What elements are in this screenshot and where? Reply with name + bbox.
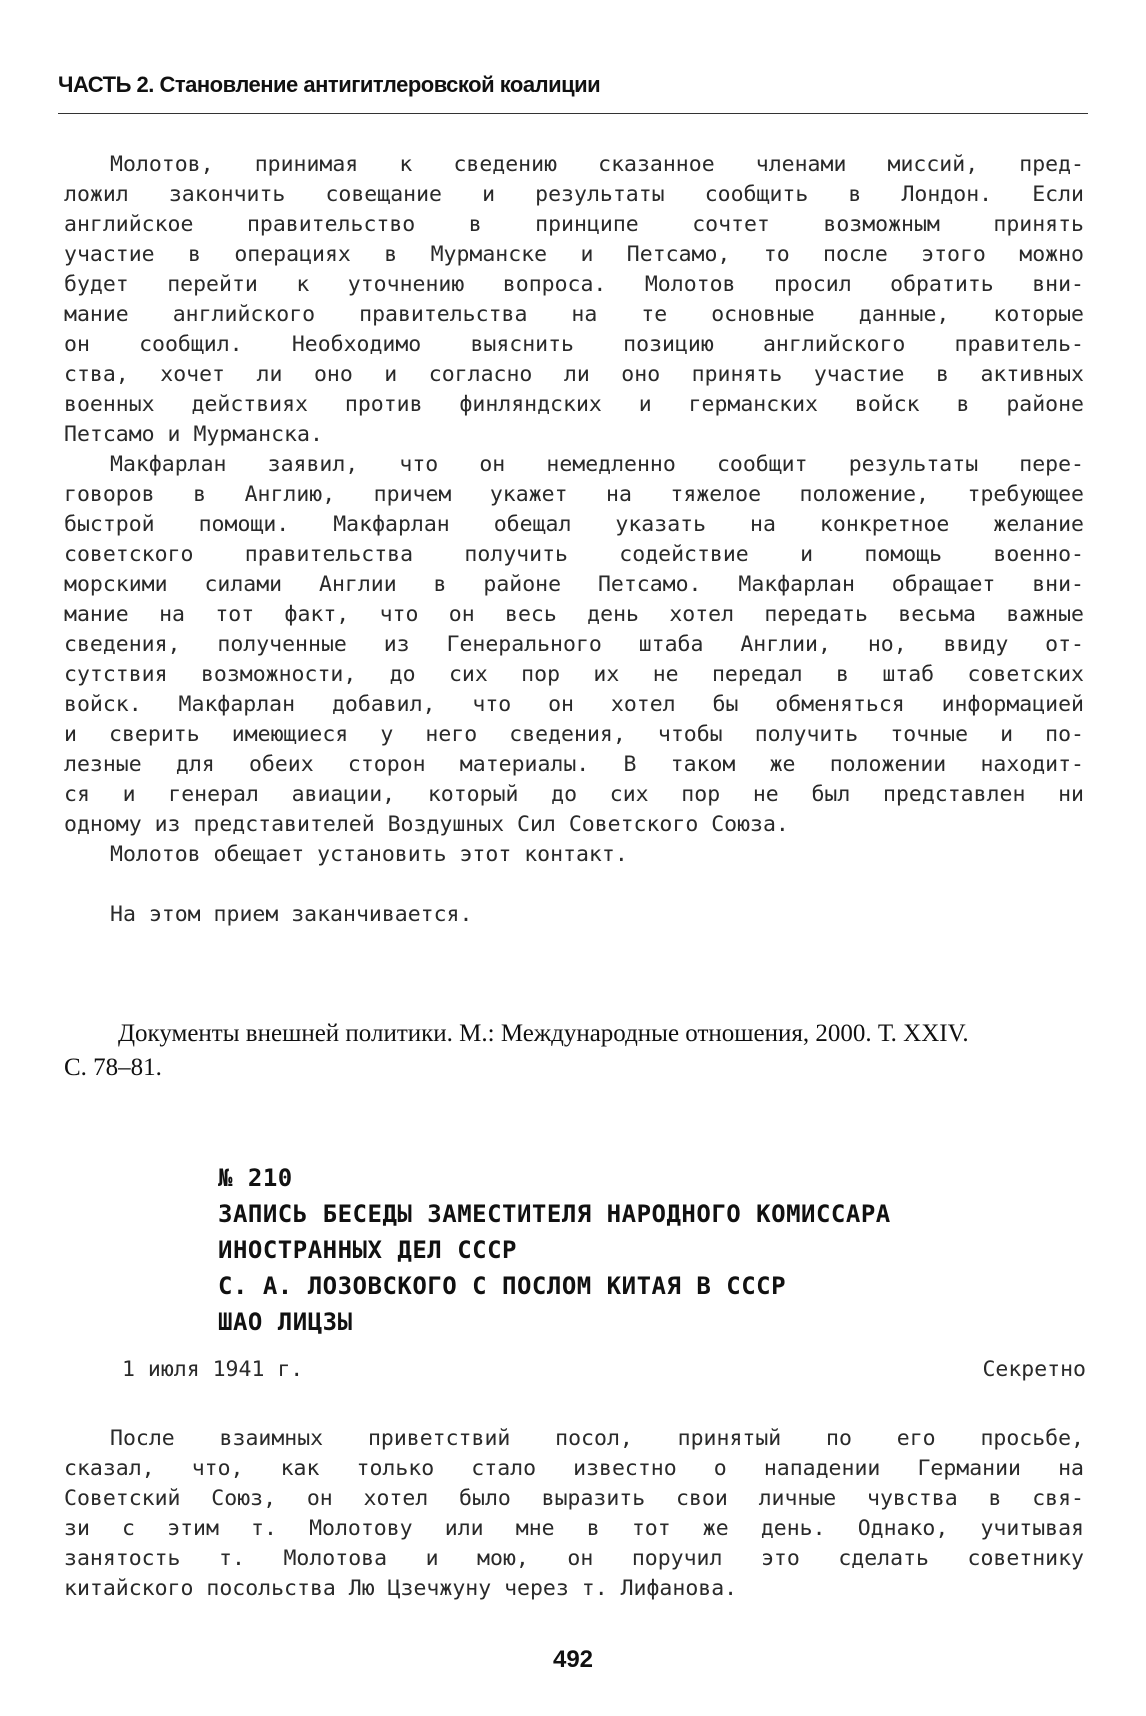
- text-line: ства, хочет ли оно и согласно ли оно принять участие в активных: [64, 362, 1084, 387]
- text-line: одному из представителей Воздушных Сил Советского Союза.: [64, 812, 789, 837]
- text-line: На этом прием заканчивается.: [110, 902, 473, 927]
- title-line: ЗАПИСЬ БЕСЕДЫ ЗАМЕСТИТЕЛЯ НАРОДНОГО КОМИССАРА: [218, 1200, 891, 1228]
- text-line: сказал, что, как только стало известно о нападении Германии на: [64, 1456, 1084, 1481]
- document-number: № 210: [218, 1164, 293, 1192]
- text-line: войск. Макфарлан добавил, что он хотел бы обменяться информацией: [64, 692, 1084, 717]
- text-line: быстрой помощи. Макфарлан обещал указать на конкретное желание: [64, 512, 1084, 537]
- section1-text: [64, 150, 1084, 930]
- text-line: морскими силами Англии в районе Петсамо. Макфарлан обращает вни-: [64, 572, 1084, 597]
- text-line: ложил закончить совещание и результаты сообщить в Лондон. Если: [64, 182, 1084, 207]
- text-line: китайского посольства Лю Цзечжуну через т. Лифанова.: [64, 1576, 738, 1601]
- text-line: военных действиях против финляндских и германских войск в районе: [64, 392, 1084, 417]
- text-line: будет перейти к уточнению вопроса. Молотов просил обратить вни-: [64, 272, 1084, 297]
- title-line: С. А. ЛОЗОВСКОГО С ПОСЛОМ КИТАЯ В СССР: [218, 1272, 787, 1300]
- text-line: советского правительства получить содействие и помощь военно-: [64, 542, 1084, 567]
- document-text: [64, 1424, 1084, 1604]
- text-line: Молотов обещает установить этот контакт.: [110, 842, 628, 867]
- paragraph: [64, 450, 1084, 480]
- document-date: 1 июля 1941 г.: [122, 1357, 304, 1382]
- title-line: ИНОСТРАННЫХ ДЕЛ СССР: [218, 1236, 517, 1264]
- text-line: После взаимных приветствий посол, принятый по его просьбе,: [110, 1426, 1084, 1451]
- paragraph: [64, 1424, 1084, 1454]
- text-line: английское правительство в принципе сочтет возможным принять: [64, 212, 1084, 237]
- text-line: и сверить имеющиеся у него сведения, чтобы получить точные и по-: [64, 722, 1084, 747]
- paragraph: [64, 150, 1084, 180]
- page-number: 492: [552, 1646, 594, 1673]
- text-line: мание английского правительства на те основные данные, которые: [64, 302, 1084, 327]
- text-line: зи с этим т. Молотову или мне в тот же день. Однако, учитывая: [64, 1516, 1084, 1541]
- text-line: занятость т. Молотова и мою, он поручил это сделать советнику: [64, 1546, 1084, 1571]
- text-line: участие в операциях в Мурманске и Петсамо, то после этого можно: [64, 242, 1084, 267]
- text-line: Молотов, принимая к сведению сказанное членами миссий, пред-: [110, 152, 1084, 177]
- source-citation: [64, 1017, 1094, 1085]
- text-line: лезные для обеих сторон материалы. В таком же положении находит-: [64, 752, 1084, 777]
- title-line: ШАО ЛИЦЗЫ: [218, 1308, 353, 1336]
- text-line: Советский Союз, он хотел было выразить свои личные чувства в свя-: [64, 1486, 1084, 1511]
- text-line: Макфарлан заявил, что он немедленно сообщит результаты пере-: [110, 452, 1084, 477]
- text-line: сведения, полученные из Генерального штаба Англии, но, ввиду от-: [64, 632, 1084, 657]
- paragraph: [64, 840, 1084, 870]
- citation-line: Документы внешней политики. М.: Международные отношения, 2000. Т. XXIV.: [118, 1020, 969, 1047]
- citation-line: С. 78–81.: [64, 1054, 162, 1081]
- text-line: мание на тот факт, что он весь день хотел передать весьма важные: [64, 602, 1084, 627]
- header-divider: [58, 113, 1088, 114]
- text-line: Петсамо и Мурманска.: [64, 422, 323, 447]
- text-line: ся и генерал авиации, который до сих пор не был представлен ни: [64, 782, 1084, 807]
- paragraph: [64, 900, 1084, 930]
- text-line: говоров в Англию, причем укажет на тяжелое положение, требующее: [64, 482, 1084, 507]
- document-heading: [218, 1160, 1078, 1340]
- text-line: он сообщил. Необходимо выяснить позицию английского правитель-: [64, 332, 1084, 357]
- running-header: ЧАСТЬ 2. Становление антигитлеровской коалиции: [58, 72, 601, 97]
- text-line: сутствия возможности, до сих пор их не передал в штаб советских: [64, 662, 1084, 687]
- classification-label: Секретно: [982, 1357, 1086, 1382]
